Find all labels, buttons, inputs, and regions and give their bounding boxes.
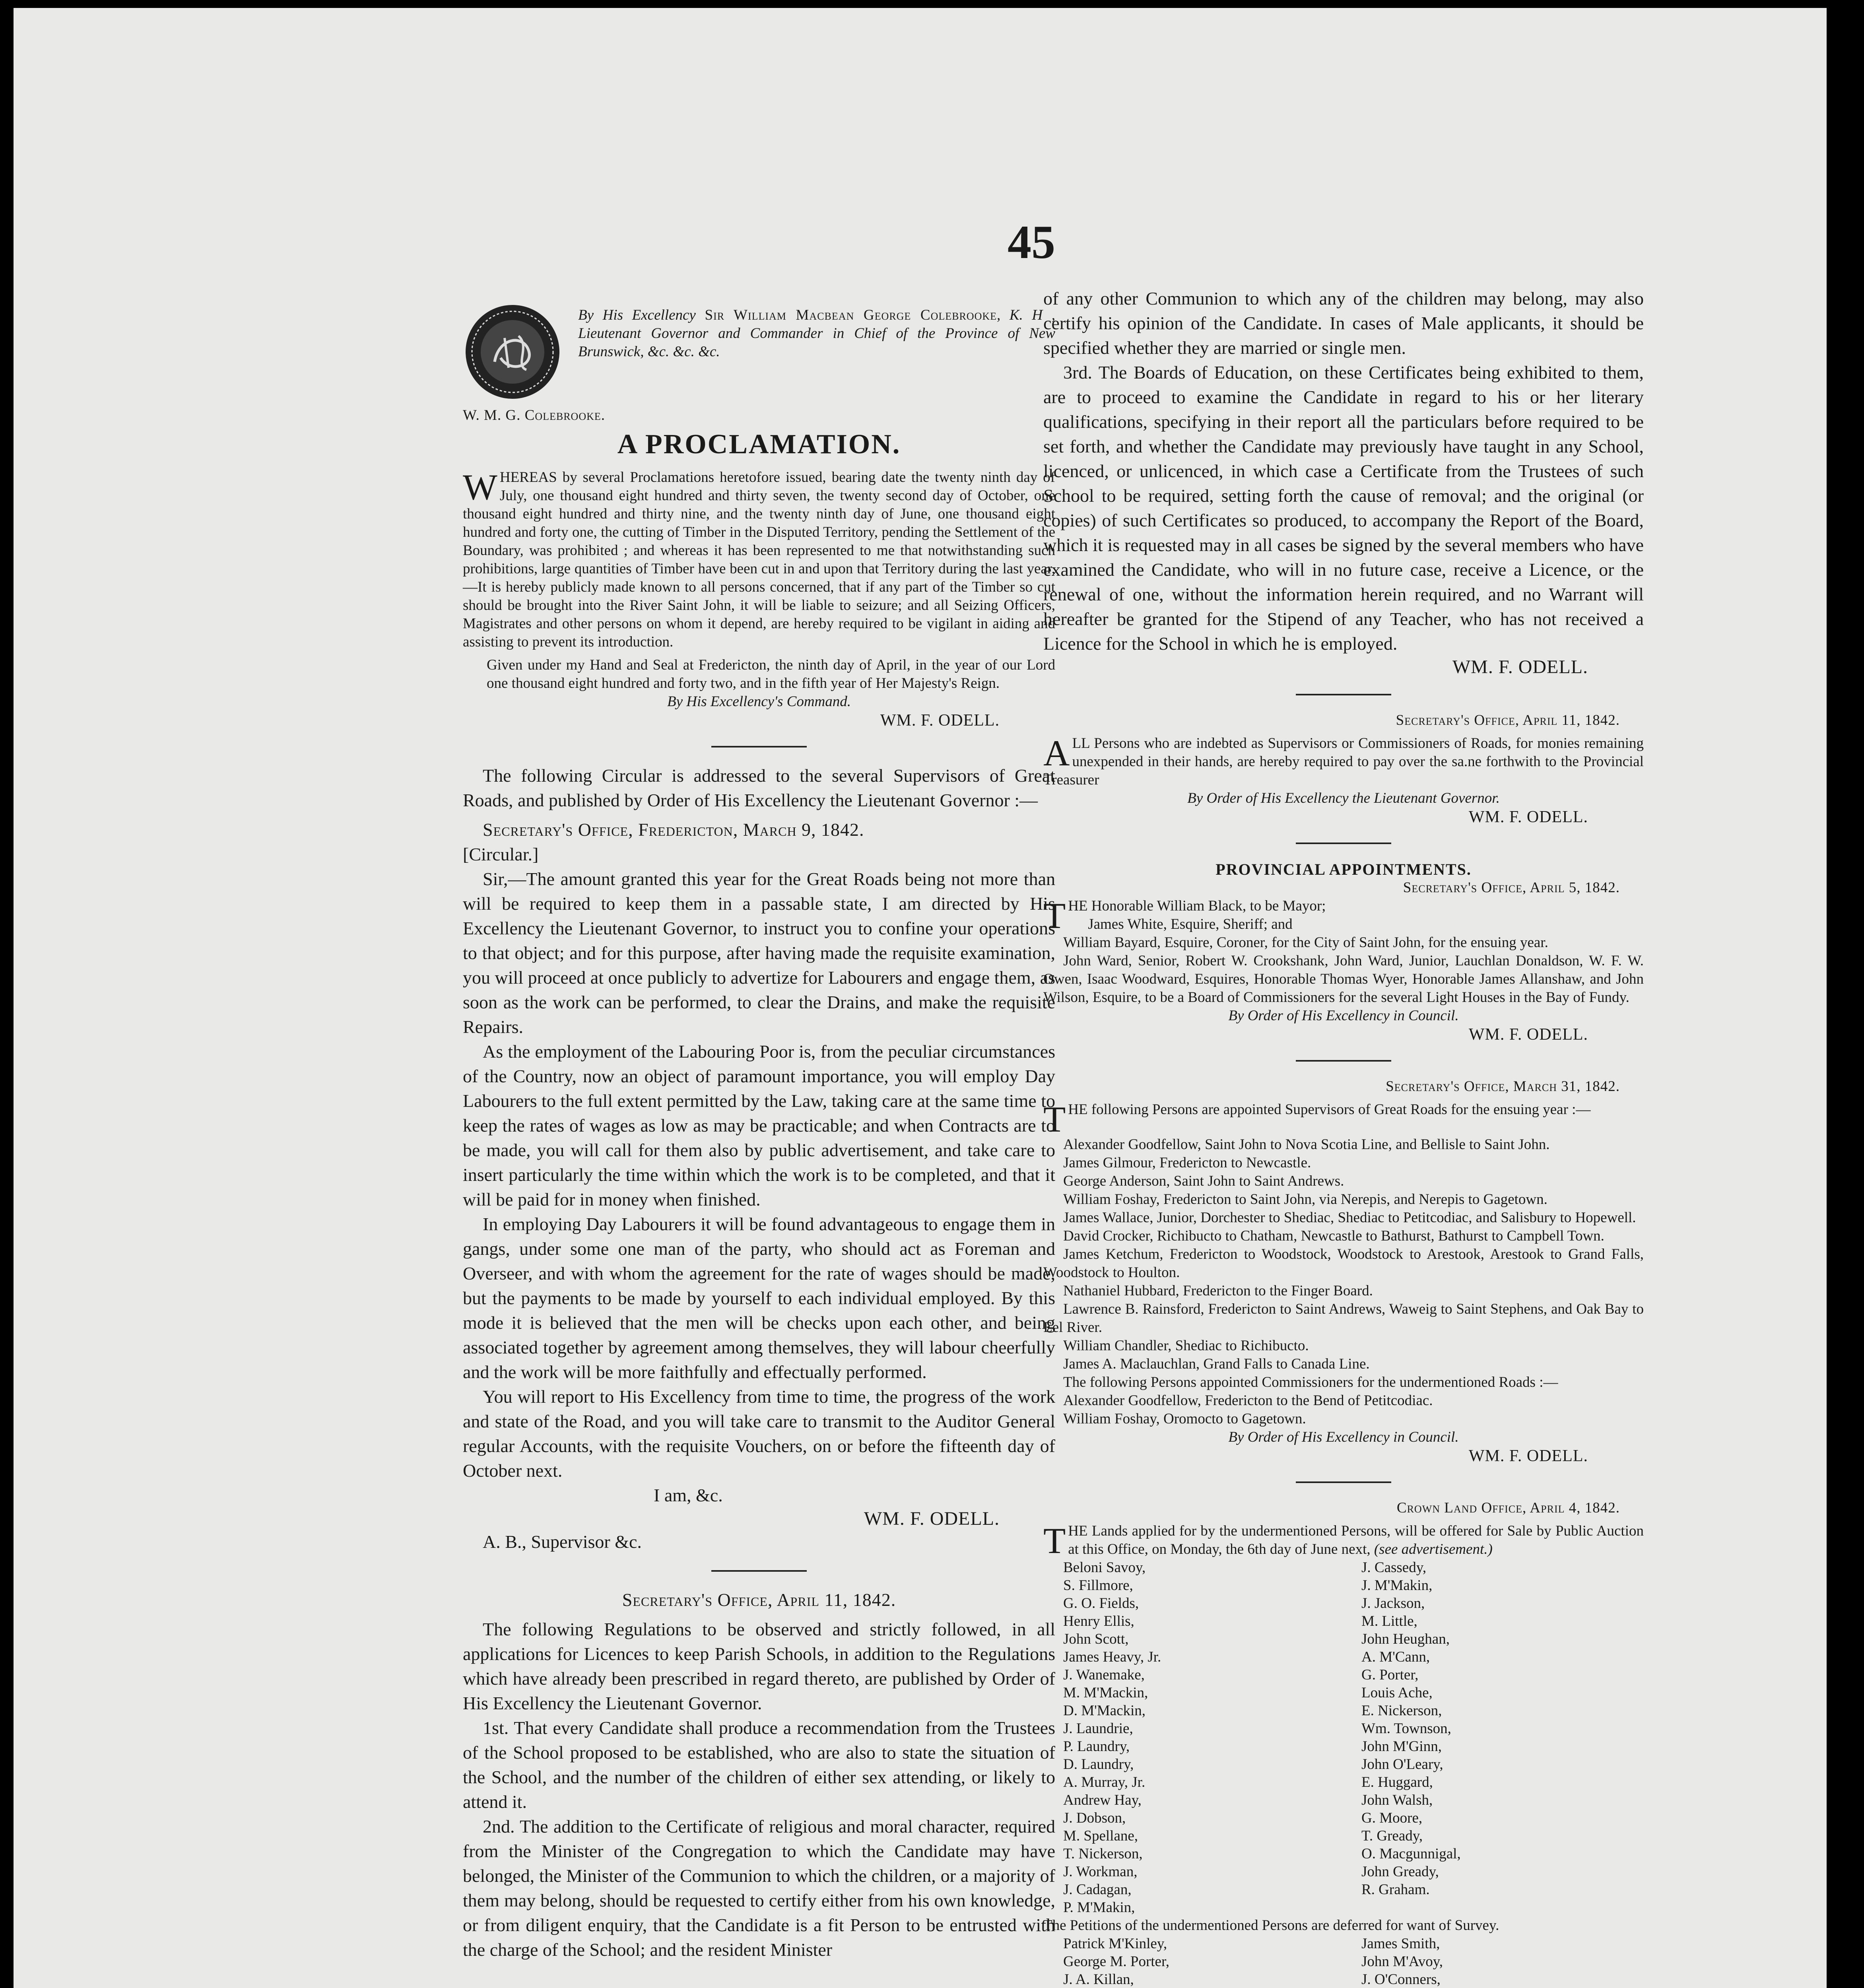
list-item: J. A. Killan,: [1063, 1971, 1134, 1988]
supervisors-office: Secretary's Office, March 31, 1842.: [1386, 1078, 1620, 1095]
regulation-2: 2nd. The addition to the Certificate of religious and moral character, required from the Minister of the Congregation to which the Candidate may have belonged, the Minister of the Communion to which the children, or a majority of them may belong, should be requested to certify either from his own knowledge, or from diligent enquiry, that the Candidate is a fit Person to be entrusted with the charge of the School; and the resident Minister: [463, 1816, 1055, 1960]
list-item: P. M'Makin,: [1063, 1899, 1135, 1916]
regulation-2-continued: of any other Communion to which any of the children may belong, may also certify his opinion of the Candidate. In cases of Male applicants, it should be specified whether they are married or single men.: [1043, 288, 1644, 358]
list-item: D. Laundry,: [1063, 1756, 1134, 1773]
by-command: By His Excellency's Command.: [667, 693, 851, 710]
list-item: John Scott,: [1063, 1631, 1129, 1647]
divider: [711, 1570, 807, 1572]
list-item: J. Cassedy,: [1361, 1559, 1427, 1576]
divider: [1296, 1481, 1391, 1483]
list-item: Beloni Savoy,: [1063, 1559, 1146, 1576]
signature: WM. F. ODELL.: [864, 1508, 1000, 1529]
heading-italic: By His Excellency: [578, 307, 705, 323]
list-item: James Ketchum, Fredericton to Woodstock, Woodstock to Arestook, Arestook to Grand Falls, Woodstock to Houlton.: [1043, 1246, 1644, 1281]
appointment-line: John Ward, Senior, Robert W. Crookshank, John Ward, Junior, Lauchlan Donaldson, W. F. W. Owen, Isaac Woodward, Esquires, Honorable Thomas Wyer, Honorable James Allanshaw, and John Wilson, Esquire, to be a Board of Commissioners for the several Light Houses in the Bay of Fundy.: [1043, 953, 1644, 1006]
list-item: T. Nickerson,: [1063, 1846, 1143, 1862]
list-item: Wm. Townson,: [1361, 1720, 1451, 1737]
list-item: James Smith,: [1361, 1936, 1440, 1952]
page-number: 45: [1008, 215, 1055, 268]
notice-order: By Order of His Excellency the Lieutenant Governor.: [1187, 790, 1500, 806]
commissioners-intro: The following Persons appointed Commissioners for the undermentioned Roads :—: [1063, 1374, 1558, 1390]
circular-paragraph: You will report to His Excellency from time to time, the progress of the work and state of the Road, and you will take care to transmit to the Auditor General regular Accounts, with the requisite Vouchers, on or before the fifteenth day of October next.: [463, 1386, 1055, 1481]
deferred-list: [1043, 1935, 1644, 1988]
regulation-1: 1st. That every Candidate shall produce a recommendation from the Trustees of the School proposed to be established, who are also to state the situation of the School, and the number of the children of either sex attending, or likely to attend it.: [463, 1718, 1055, 1812]
list-item: R. Graham.: [1361, 1881, 1430, 1898]
list-item: Nathaniel Hubbard, Fredericton to the Finger Board.: [1063, 1283, 1373, 1299]
appointment-line: William Bayard, Esquire, Coroner, for the City of Saint John, for the ensuing year.: [1063, 934, 1548, 951]
proclamation-body: WHEREAS by several Proclamations heretofore issued, bearing date the twenty ninth day of July, one thousand eight hundred and thirty seven, the twenty second day of October, one thousand eight hundred and thirty nine, and the twenty ninth day of June, one thousand eight hundred and forty one, the cutting of Timber in the Disputed Territory, pending the Settlement of the Boundary, was prohibited ; and whereas it has been represented to me that notwithstanding such prohibitions, large quantities of Timber have been cut in and upon that Territory during the last year,—It is hereby publicly made known to all persons concerned, that if any part of the Timber so cut should be brought into the River Saint John, it will be liable to seizure; and all Seizing Officers, Magistrates and other persons on whom it depend, are hereby required to be vigilant in aiding and assisting to prevent its introduction.: [463, 467, 1055, 650]
list-item: William Foshay, Fredericton to Saint John, via Nerepis, and Nerepis to Gagetown.: [1063, 1191, 1548, 1208]
list-item: William Chandler, Shediac to Richibucto.: [1063, 1338, 1309, 1354]
signature: WM. F. ODELL.: [1468, 808, 1588, 826]
notice-office: Secretary's Office, April 11, 1842.: [1396, 712, 1620, 728]
crown-intro: THE Lands applied for by the undermentioned Persons, will be offered for Sale by Public Auction at this Office, on Monday, the 6th day of June next, (see advertisement.): [1043, 1520, 1644, 1561]
list-item: E. Nickerson,: [1361, 1703, 1442, 1719]
appointment-line: James White, Esquire, Sheriff; and: [1088, 916, 1293, 932]
drop-cap: T: [1043, 895, 1066, 936]
appointments-office: Secretary's Office, April 5, 1842.: [1403, 879, 1620, 896]
list-item: M. Little,: [1361, 1613, 1417, 1629]
right-column: [1043, 286, 1644, 1988]
list-item: T. Gready,: [1361, 1828, 1423, 1844]
circular-paragraph: In employing Day Labourers it will be found advantageous to engage them in gangs, under some one man of the party, who should act as Foreman and Overseer, and with whom the agreement for the rate of wages should be made, but the payments to be made by yourself to each individual employed. By this mode it is believed that the men will be checks upon each other, and being associated together by agreement among themselves, they will labour cheerfully and the work will be more faithfully and effectually performed.: [463, 1214, 1055, 1382]
signature: WM. F. ODELL.: [1468, 1447, 1588, 1465]
divider: [1296, 843, 1391, 844]
list-item: James Heavy, Jr.: [1063, 1649, 1161, 1665]
list-item: O. Macgunnigal,: [1361, 1846, 1461, 1862]
deferred-left: [1063, 1935, 1346, 1988]
circular-office: Secretary's Office, Fredericton, March 9, 1842.: [483, 819, 864, 840]
list-item: Lawrence B. Rainsford, Fredericton to Saint Andrews, Waweig to Saint Stephens, and Oak Bay to Eel River.: [1043, 1301, 1644, 1336]
regulation-3: 3rd. The Boards of Education, on these Certificates being exhibited to them, are to proceed to examine the Candidate in regard to his or her literary qualifications, specifying in their report all the particulars before required to be set forth, and whether the Candidate may previously have taught in any School, licenced, or unlicenced, in which case a Certificate from the Trustees of such School to be required, setting forth the cause of removal; and the original (or copies) of such Certificates so produced, to accompany the Report of the Board, which it is requested may in all cases be signed by the several members who have examined the Candidate, who will in no future case, receive a Licence, or the renewal of one, without the information herein required, and no Warrant will hereafter be granted for the Stipend of any Teacher, who has not received a Licence for the School in which he is employed.: [1043, 362, 1644, 654]
list-item: Alexander Goodfellow, Fredericton to the Bend of Petitcodiac.: [1063, 1392, 1433, 1409]
heading-name: Sir William Macbean George Colebrooke: [705, 307, 997, 323]
list-item: Patrick M'Kinley,: [1063, 1936, 1167, 1952]
drop-cap: T: [1043, 1099, 1066, 1140]
list-item: John O'Leary,: [1361, 1756, 1443, 1773]
drop-cap: W: [463, 467, 497, 507]
regulations-office: Secretary's Office, April 11, 1842.: [622, 1590, 896, 1610]
list-item: J. Jackson,: [1361, 1595, 1425, 1611]
list-item: John Walsh,: [1361, 1792, 1433, 1808]
list-item: William Foshay, Oromocto to Gagetown.: [1063, 1411, 1306, 1427]
list-item: James Gilmour, Fredericton to Newcastle.: [1063, 1155, 1311, 1171]
crown-office: Crown Land Office, April 4, 1842.: [1396, 1500, 1620, 1516]
divider: [1296, 1060, 1391, 1062]
list-item: S. Fillmore,: [1063, 1577, 1133, 1594]
list-item: A. Murray, Jr.: [1063, 1774, 1146, 1790]
appointments-title: PROVINCIAL APPOINTMENTS.: [1215, 860, 1472, 878]
signature: WM. F. ODELL.: [1468, 1025, 1588, 1044]
list-item: James A. Maclauchlan, Grand Falls to Canada Line.: [1063, 1356, 1370, 1372]
circular-paragraph: As the employment of the Labouring Poor is, from the peculiar circumstances of the Country, now an object of paramount importance, you will employ Day Labourers to the full extent permitted by the Law, taking care at the same time to keep the rates of wages as low as may be practicable; and when Contracts are to be made, you will call for them also by public advertisement, and take care to insert particularly the time within which the work is to be completed, and that it will be paid for in money when finished.: [463, 1041, 1055, 1209]
drop-cap: T: [1043, 1520, 1066, 1561]
circular-intro: The following Circular is addressed to the several Supervisors of Great Roads, and published by Order of His Excellency the Lieutenant Governor :—: [463, 765, 1055, 810]
list-item: E. Huggard,: [1361, 1774, 1433, 1790]
list-item: M. Spellane,: [1063, 1828, 1138, 1844]
list-item: J. Dobson,: [1063, 1810, 1126, 1826]
list-item: Andrew Hay,: [1063, 1792, 1142, 1808]
supervisors-intro: THE following Persons are appointed Supervisors of Great Roads for the ensuing year :—: [1043, 1099, 1591, 1140]
list-item: Alexander Goodfellow, Saint John to Nova Scotia Line, and Bellisle to Saint John.: [1063, 1136, 1550, 1153]
list-item: J. Cadagan,: [1063, 1881, 1132, 1898]
applicants-list: [1043, 1559, 1644, 1916]
list-item: D. M'Mackin,: [1063, 1703, 1146, 1719]
heading-rest: , K. H , Lieutenant Governor and Commander in Chief of the Province of New Brunswick, &c. &c. &c.: [578, 307, 1056, 360]
deferred-intro: The Petitions of the undermentioned Persons are deferred for want of Survey.: [1043, 1917, 1499, 1934]
list-item: George M. Porter,: [1063, 1953, 1170, 1970]
list-item: John M'Ginn,: [1361, 1738, 1442, 1755]
signature: WM. F. ODELL.: [1452, 656, 1588, 678]
list-item: M. M'Mackin,: [1063, 1685, 1148, 1701]
list-item: Louis Ache,: [1361, 1685, 1433, 1701]
list-item: John M'Avoy,: [1361, 1953, 1443, 1970]
appointment-line: THE Honorable William Black, to be Mayor;: [1043, 895, 1326, 936]
list-item: J. Laundrie,: [1063, 1720, 1133, 1737]
circular-tag: [Circular.]: [463, 844, 539, 864]
signature: WM. F. ODELL.: [880, 711, 1000, 730]
given-under: Given under my Hand and Seal at Fredericton, the ninth day of April, in the year of our Lord one thousand eight hundred and forty two, and in the fifth year of Her Majesty's Reign.: [487, 657, 1055, 691]
list-item: J. M'Makin,: [1361, 1577, 1433, 1594]
addressee: A. B., Supervisor &c.: [483, 1532, 642, 1552]
list-item: David Crocker, Richibucto to Chatham, Newcastle to Bathurst, Bathurst to Campbell Town.: [1063, 1228, 1604, 1244]
circular-paragraph: Sir,—The amount granted this year for the Great Roads being not more than will be required to keep them in a passable state, I am directed by His Excellency the Lieutenant Governor, to instruct you to confine your operations to that object; and for this purpose, after having made the requisite examination, you will proceed at once publicly to advertize for Labourers and engage them, as soon as the work can be performed, to clear the Drains, and make the requisite Repairs.: [463, 869, 1055, 1037]
supervisors-order: By Order of His Excellency in Council.: [1228, 1429, 1459, 1445]
divider: [711, 746, 807, 747]
list-item: J. Workman,: [1063, 1864, 1138, 1880]
notice-body: ALL Persons who are indebted as Supervisors or Commissioners of Roads, for monies remaining unexpended in their hands, are hereby required to pay over the sa.ne forthwith to the Provincial Treasurer: [1043, 733, 1644, 788]
proclamation-title: A PROCLAMATION.: [617, 429, 901, 460]
applicants-left: [1063, 1559, 1346, 1916]
applicants-right: [1361, 1559, 1644, 1916]
list-item: John Gready,: [1361, 1864, 1439, 1880]
list-item: P. Laundry,: [1063, 1738, 1130, 1755]
list-item: J. O'Conners,: [1361, 1971, 1441, 1988]
deferred-right: [1361, 1935, 1644, 1988]
drop-cap: A: [1043, 733, 1070, 773]
divider: [1296, 694, 1391, 695]
document-page: [14, 8, 1827, 1988]
list-item: James Wallace, Junior, Dorchester to Shediac, Shediac to Petitcodiac, and Salisbury to Hopewell.: [1063, 1209, 1636, 1226]
left-column: [463, 302, 1055, 1962]
list-item: A. M'Cann,: [1361, 1649, 1430, 1665]
list-item: G. O. Fields,: [1063, 1595, 1139, 1611]
list-item: George Anderson, Saint John to Saint Andrews.: [1063, 1173, 1344, 1189]
list-item: John Heughan,: [1361, 1631, 1450, 1647]
royal-seal-icon: [463, 302, 562, 402]
list-item: Henry Ellis,: [1063, 1613, 1134, 1629]
list-item: G. Moore,: [1361, 1810, 1423, 1826]
signer-line: W. M. G. Colebrooke.: [463, 407, 606, 423]
closing: I am, &c.: [654, 1485, 723, 1505]
appointments-order: By Order of His Excellency in Council.: [1228, 1008, 1459, 1024]
regulations-intro: The following Regulations to be observed and strictly followed, in all applications for Licences to keep Parish Schools, in addition to the Regulations which have already been prescribed in regard thereto, are published by Order of His Excellency the Lieutenant Governor.: [463, 1619, 1055, 1713]
list-item: G. Porter,: [1361, 1667, 1419, 1683]
list-item: J. Wanemake,: [1063, 1667, 1145, 1683]
